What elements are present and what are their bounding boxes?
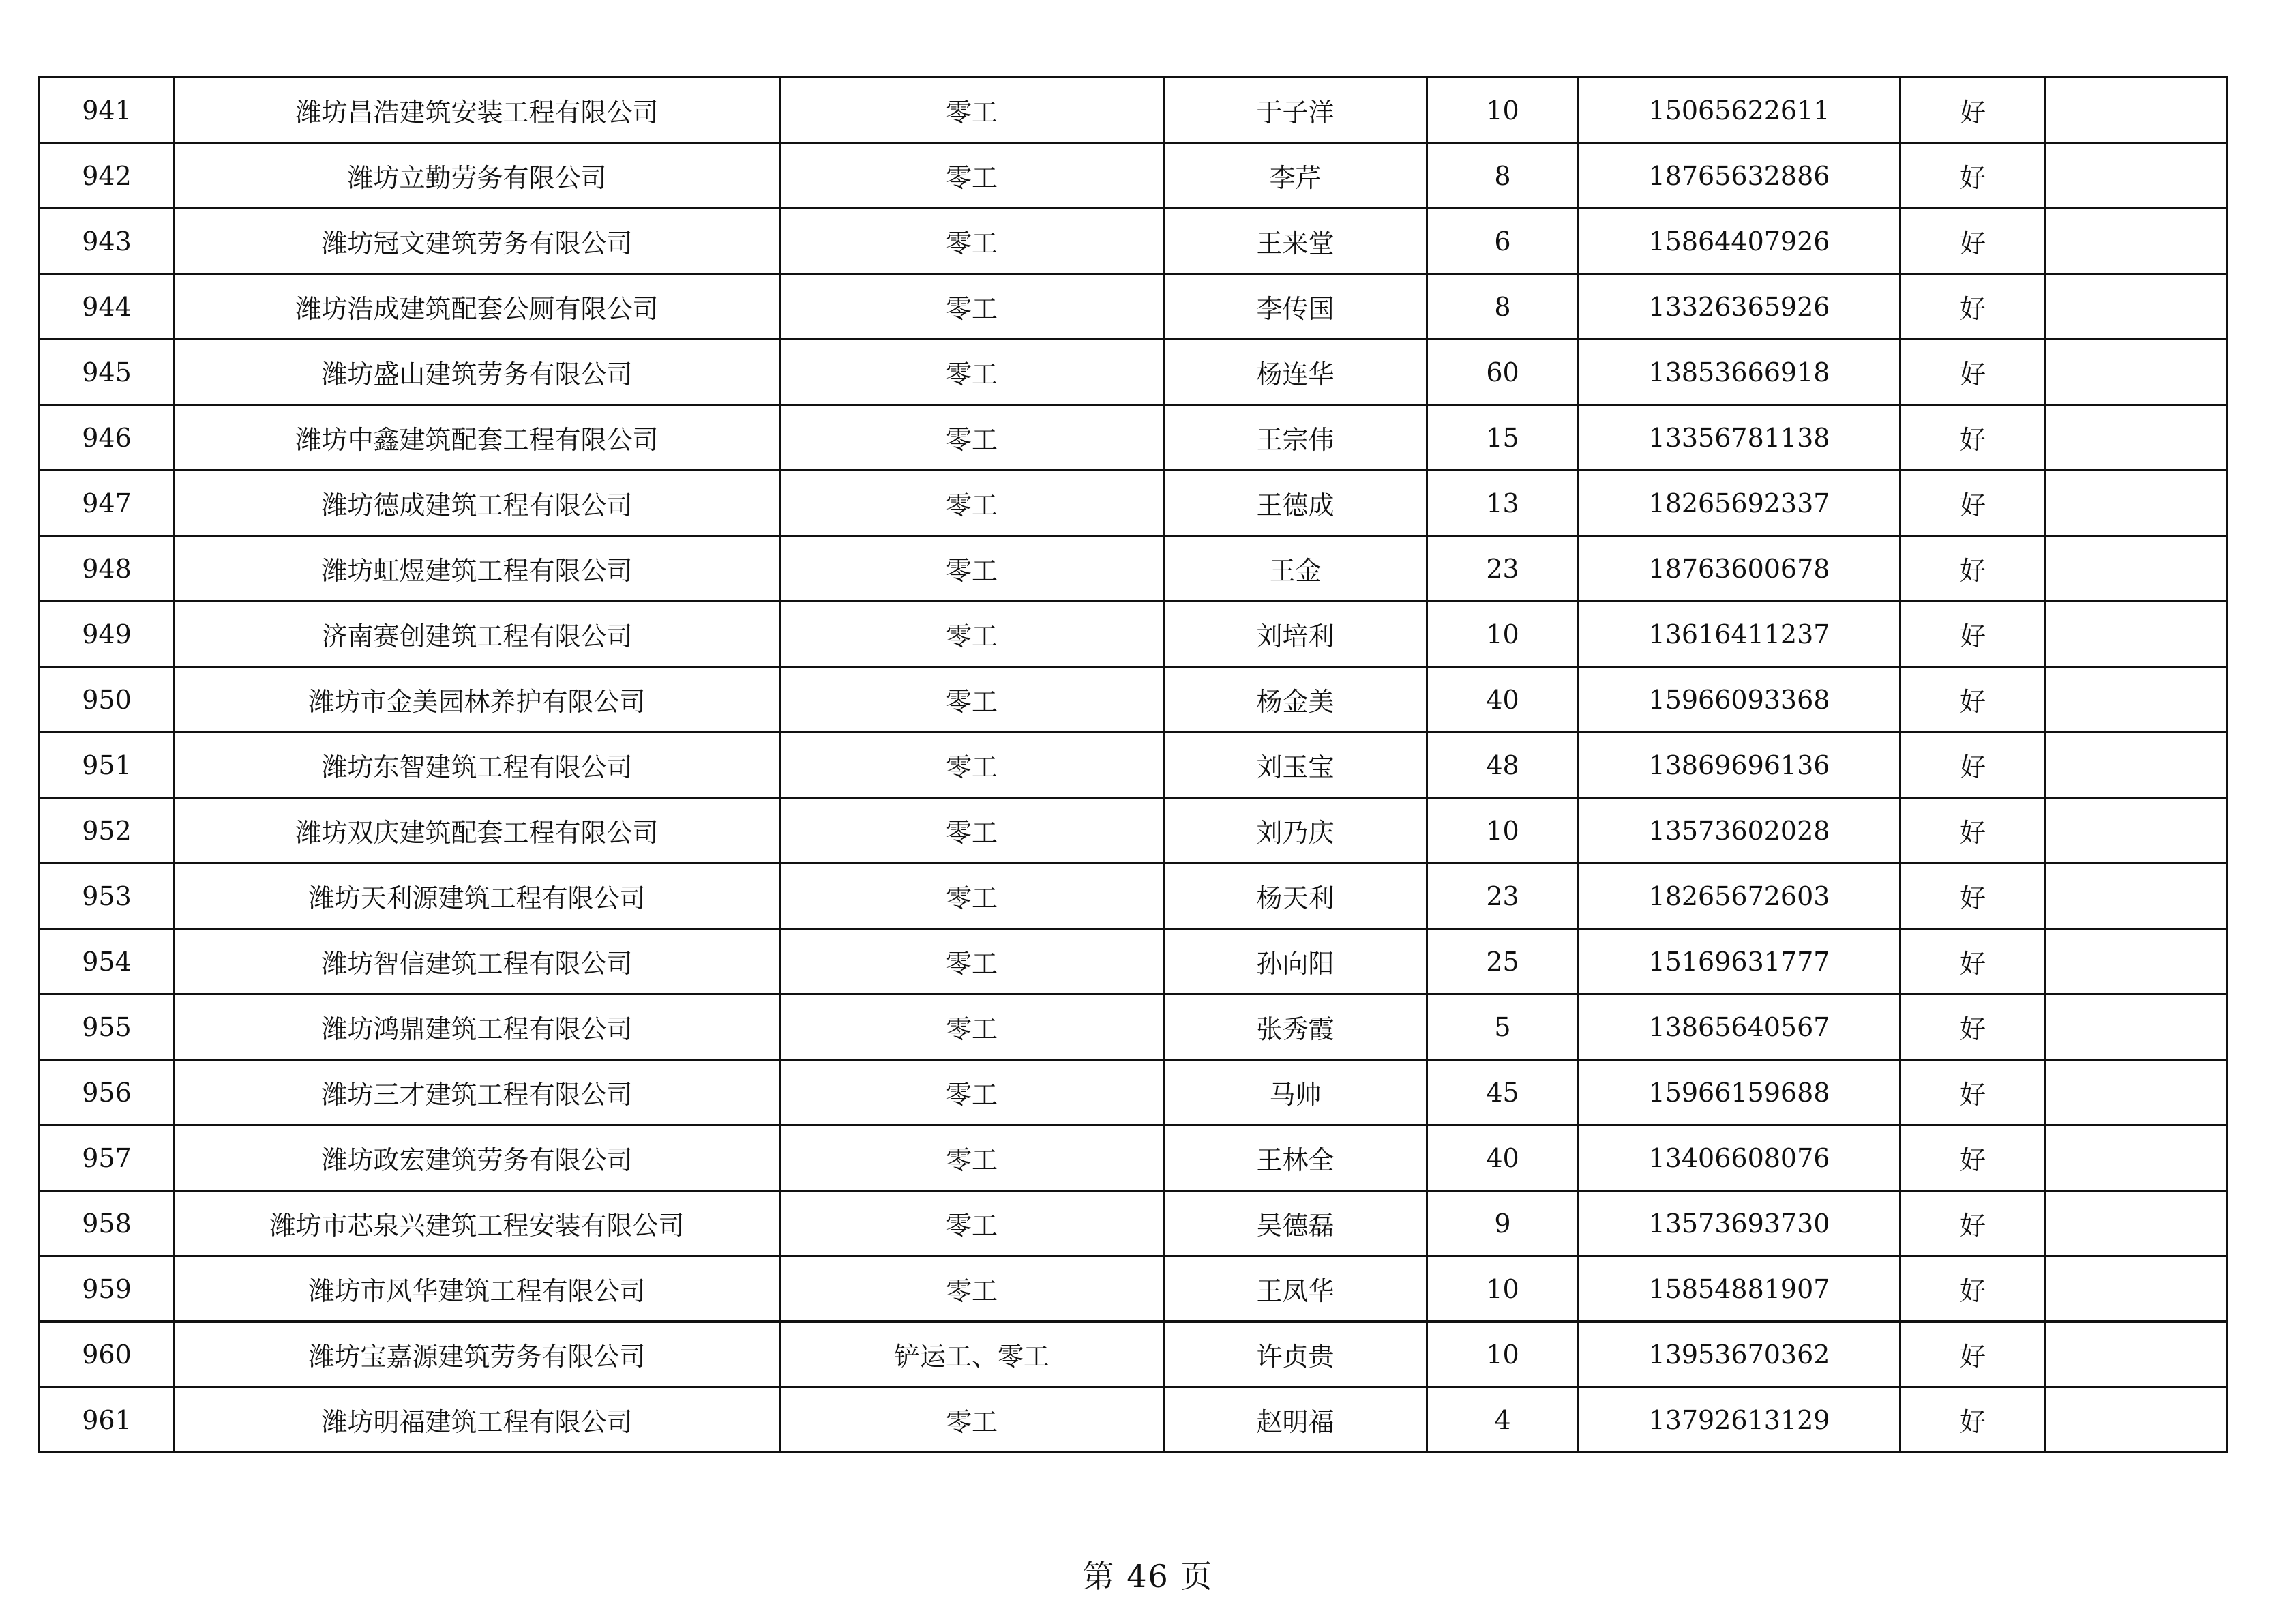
- worker-count-cell: 8: [1427, 143, 1579, 209]
- work-type-cell: 零工: [780, 1060, 1164, 1125]
- table-row: [40, 78, 2227, 143]
- phone-number-cell: 13792613129: [1579, 1387, 1900, 1453]
- remark-cell: [2046, 994, 2227, 1060]
- contact-person-cell: 孙向阳: [1164, 929, 1427, 994]
- remark-cell: [2046, 209, 2227, 274]
- row-number-cell: 946: [40, 405, 175, 471]
- rating-cell: 好: [1900, 274, 2046, 340]
- table-row: [40, 1256, 2227, 1322]
- worker-count-cell: 25: [1427, 929, 1579, 994]
- remark-cell: [2046, 1387, 2227, 1453]
- company-name-cell: 潍坊市芯泉兴建筑工程安装有限公司: [175, 1191, 780, 1256]
- company-name-cell: 潍坊智信建筑工程有限公司: [175, 929, 780, 994]
- remark-cell: [2046, 798, 2227, 863]
- company-name-cell: 潍坊政宏建筑劳务有限公司: [175, 1125, 780, 1191]
- rating-cell: 好: [1900, 78, 2046, 143]
- work-type-cell: 零工: [780, 994, 1164, 1060]
- contact-person-cell: 赵明福: [1164, 1387, 1427, 1453]
- company-name-cell: 潍坊天利源建筑工程有限公司: [175, 863, 780, 929]
- phone-number-cell: 13869696136: [1579, 733, 1900, 798]
- company-name-cell: 潍坊鸿鼎建筑工程有限公司: [175, 994, 780, 1060]
- rating-cell: 好: [1900, 1125, 2046, 1191]
- phone-number-cell: 18763600678: [1579, 536, 1900, 602]
- rating-cell: 好: [1900, 602, 2046, 667]
- table-row: [40, 667, 2227, 733]
- phone-number-cell: 13573693730: [1579, 1191, 1900, 1256]
- row-number-cell: 947: [40, 471, 175, 536]
- table-row: [40, 1387, 2227, 1453]
- rating-cell: 好: [1900, 143, 2046, 209]
- remark-cell: [2046, 733, 2227, 798]
- worker-count-cell: 10: [1427, 798, 1579, 863]
- contact-person-cell: 杨天利: [1164, 863, 1427, 929]
- worker-count-cell: 23: [1427, 536, 1579, 602]
- row-number-cell: 960: [40, 1322, 175, 1387]
- phone-number-cell: 13865640567: [1579, 994, 1900, 1060]
- rating-cell: 好: [1900, 1256, 2046, 1322]
- table-row: [40, 994, 2227, 1060]
- rating-cell: 好: [1900, 471, 2046, 536]
- company-name-cell: 潍坊东智建筑工程有限公司: [175, 733, 780, 798]
- table-row: [40, 798, 2227, 863]
- work-type-cell: 零工: [780, 602, 1164, 667]
- work-type-cell: 零工: [780, 929, 1164, 994]
- rating-cell: 好: [1900, 209, 2046, 274]
- worker-count-cell: 45: [1427, 1060, 1579, 1125]
- work-type-cell: 零工: [780, 798, 1164, 863]
- table-row: [40, 340, 2227, 405]
- worker-table: [38, 76, 2228, 1453]
- phone-number-cell: 13953670362: [1579, 1322, 1900, 1387]
- company-name-cell: 济南赛创建筑工程有限公司: [175, 602, 780, 667]
- worker-count-cell: 60: [1427, 340, 1579, 405]
- work-type-cell: 零工: [780, 405, 1164, 471]
- rating-cell: 好: [1900, 340, 2046, 405]
- phone-number-cell: 18265692337: [1579, 471, 1900, 536]
- worker-count-cell: 15: [1427, 405, 1579, 471]
- row-number-cell: 941: [40, 78, 175, 143]
- phone-number-cell: 15966093368: [1579, 667, 1900, 733]
- company-name-cell: 潍坊冠文建筑劳务有限公司: [175, 209, 780, 274]
- row-number-cell: 950: [40, 667, 175, 733]
- work-type-cell: 零工: [780, 209, 1164, 274]
- contact-person-cell: 王来堂: [1164, 209, 1427, 274]
- contact-person-cell: 刘培利: [1164, 602, 1427, 667]
- work-type-cell: 零工: [780, 471, 1164, 536]
- table-row: [40, 536, 2227, 602]
- rating-cell: 好: [1900, 733, 2046, 798]
- rating-cell: 好: [1900, 667, 2046, 733]
- row-number-cell: 961: [40, 1387, 175, 1453]
- worker-count-cell: 10: [1427, 1322, 1579, 1387]
- company-name-cell: 潍坊双庆建筑配套工程有限公司: [175, 798, 780, 863]
- contact-person-cell: 王凤华: [1164, 1256, 1427, 1322]
- remark-cell: [2046, 274, 2227, 340]
- contact-person-cell: 王林全: [1164, 1125, 1427, 1191]
- table-row: [40, 274, 2227, 340]
- row-number-cell: 943: [40, 209, 175, 274]
- contact-person-cell: 李传国: [1164, 274, 1427, 340]
- work-type-cell: 铲运工、零工: [780, 1322, 1164, 1387]
- remark-cell: [2046, 78, 2227, 143]
- worker-count-cell: 6: [1427, 209, 1579, 274]
- worker-count-cell: 13: [1427, 471, 1579, 536]
- remark-cell: [2046, 471, 2227, 536]
- work-type-cell: 零工: [780, 274, 1164, 340]
- remark-cell: [2046, 1322, 2227, 1387]
- contact-person-cell: 于子洋: [1164, 78, 1427, 143]
- contact-person-cell: 王德成: [1164, 471, 1427, 536]
- phone-number-cell: 13326365926: [1579, 274, 1900, 340]
- company-name-cell: 潍坊市风华建筑工程有限公司: [175, 1256, 780, 1322]
- phone-number-cell: 13573602028: [1579, 798, 1900, 863]
- work-type-cell: 零工: [780, 1191, 1164, 1256]
- worker-count-cell: 10: [1427, 602, 1579, 667]
- work-type-cell: 零工: [780, 1125, 1164, 1191]
- table-row: [40, 405, 2227, 471]
- rating-cell: 好: [1900, 929, 2046, 994]
- remark-cell: [2046, 340, 2227, 405]
- work-type-cell: 零工: [780, 1387, 1164, 1453]
- contact-person-cell: 张秀霞: [1164, 994, 1427, 1060]
- table-row: [40, 1191, 2227, 1256]
- rating-cell: 好: [1900, 863, 2046, 929]
- row-number-cell: 959: [40, 1256, 175, 1322]
- phone-number-cell: 18265672603: [1579, 863, 1900, 929]
- remark-cell: [2046, 405, 2227, 471]
- worker-count-cell: 40: [1427, 667, 1579, 733]
- table-row: [40, 733, 2227, 798]
- phone-number-cell: 15966159688: [1579, 1060, 1900, 1125]
- company-name-cell: 潍坊三才建筑工程有限公司: [175, 1060, 780, 1125]
- rating-cell: 好: [1900, 536, 2046, 602]
- contact-person-cell: 吴德磊: [1164, 1191, 1427, 1256]
- phone-number-cell: 15864407926: [1579, 209, 1900, 274]
- row-number-cell: 956: [40, 1060, 175, 1125]
- table-body: [40, 78, 2227, 1453]
- contact-person-cell: 王金: [1164, 536, 1427, 602]
- table-row: [40, 602, 2227, 667]
- rating-cell: 好: [1900, 1060, 2046, 1125]
- table-row: [40, 863, 2227, 929]
- rating-cell: 好: [1900, 798, 2046, 863]
- row-number-cell: 958: [40, 1191, 175, 1256]
- work-type-cell: 零工: [780, 733, 1164, 798]
- worker-count-cell: 4: [1427, 1387, 1579, 1453]
- company-name-cell: 潍坊明福建筑工程有限公司: [175, 1387, 780, 1453]
- phone-number-cell: 15854881907: [1579, 1256, 1900, 1322]
- worker-count-cell: 8: [1427, 274, 1579, 340]
- remark-cell: [2046, 863, 2227, 929]
- row-number-cell: 942: [40, 143, 175, 209]
- worker-count-cell: 10: [1427, 78, 1579, 143]
- row-number-cell: 957: [40, 1125, 175, 1191]
- page-number: 第 46 页: [1082, 1558, 1214, 1595]
- row-number-cell: 952: [40, 798, 175, 863]
- remark-cell: [2046, 667, 2227, 733]
- work-type-cell: 零工: [780, 340, 1164, 405]
- table-row: [40, 929, 2227, 994]
- work-type-cell: 零工: [780, 536, 1164, 602]
- phone-number-cell: 13356781138: [1579, 405, 1900, 471]
- company-name-cell: 潍坊宝嘉源建筑劳务有限公司: [175, 1322, 780, 1387]
- table-row: [40, 143, 2227, 209]
- company-name-cell: 潍坊德成建筑工程有限公司: [175, 471, 780, 536]
- row-number-cell: 944: [40, 274, 175, 340]
- company-name-cell: 潍坊市金美园林养护有限公司: [175, 667, 780, 733]
- row-number-cell: 949: [40, 602, 175, 667]
- worker-count-cell: 9: [1427, 1191, 1579, 1256]
- rating-cell: 好: [1900, 994, 2046, 1060]
- work-type-cell: 零工: [780, 78, 1164, 143]
- contact-person-cell: 王宗伟: [1164, 405, 1427, 471]
- rating-cell: 好: [1900, 405, 2046, 471]
- company-name-cell: 潍坊昌浩建筑安装工程有限公司: [175, 78, 780, 143]
- table-row: [40, 209, 2227, 274]
- phone-number-cell: 15065622611: [1579, 78, 1900, 143]
- row-number-cell: 948: [40, 536, 175, 602]
- row-number-cell: 951: [40, 733, 175, 798]
- worker-count-cell: 10: [1427, 1256, 1579, 1322]
- work-type-cell: 零工: [780, 1256, 1164, 1322]
- rating-cell: 好: [1900, 1191, 2046, 1256]
- remark-cell: [2046, 1256, 2227, 1322]
- phone-number-cell: 13406608076: [1579, 1125, 1900, 1191]
- contact-person-cell: 李芹: [1164, 143, 1427, 209]
- rating-cell: 好: [1900, 1387, 2046, 1453]
- remark-cell: [2046, 929, 2227, 994]
- row-number-cell: 945: [40, 340, 175, 405]
- contact-person-cell: 许贞贵: [1164, 1322, 1427, 1387]
- worker-count-cell: 48: [1427, 733, 1579, 798]
- row-number-cell: 953: [40, 863, 175, 929]
- contact-person-cell: 杨连华: [1164, 340, 1427, 405]
- work-type-cell: 零工: [780, 667, 1164, 733]
- contact-person-cell: 杨金美: [1164, 667, 1427, 733]
- contact-person-cell: 马帅: [1164, 1060, 1427, 1125]
- work-type-cell: 零工: [780, 863, 1164, 929]
- phone-number-cell: 13616411237: [1579, 602, 1900, 667]
- table-row: [40, 1322, 2227, 1387]
- table-row: [40, 471, 2227, 536]
- remark-cell: [2046, 1191, 2227, 1256]
- phone-number-cell: 13853666918: [1579, 340, 1900, 405]
- worker-count-cell: 23: [1427, 863, 1579, 929]
- worker-count-cell: 5: [1427, 994, 1579, 1060]
- worker-table-container: [38, 76, 2226, 1453]
- company-name-cell: 潍坊虹煜建筑工程有限公司: [175, 536, 780, 602]
- company-name-cell: 潍坊浩成建筑配套公厕有限公司: [175, 274, 780, 340]
- worker-count-cell: 40: [1427, 1125, 1579, 1191]
- row-number-cell: 954: [40, 929, 175, 994]
- remark-cell: [2046, 536, 2227, 602]
- row-number-cell: 955: [40, 994, 175, 1060]
- work-type-cell: 零工: [780, 143, 1164, 209]
- table-row: [40, 1125, 2227, 1191]
- table-row: [40, 1060, 2227, 1125]
- company-name-cell: 潍坊盛山建筑劳务有限公司: [175, 340, 780, 405]
- contact-person-cell: 刘乃庆: [1164, 798, 1427, 863]
- company-name-cell: 潍坊立勤劳务有限公司: [175, 143, 780, 209]
- contact-person-cell: 刘玉宝: [1164, 733, 1427, 798]
- company-name-cell: 潍坊中鑫建筑配套工程有限公司: [175, 405, 780, 471]
- remark-cell: [2046, 1060, 2227, 1125]
- phone-number-cell: 18765632886: [1579, 143, 1900, 209]
- rating-cell: 好: [1900, 1322, 2046, 1387]
- remark-cell: [2046, 1125, 2227, 1191]
- remark-cell: [2046, 602, 2227, 667]
- remark-cell: [2046, 143, 2227, 209]
- phone-number-cell: 15169631777: [1579, 929, 1900, 994]
